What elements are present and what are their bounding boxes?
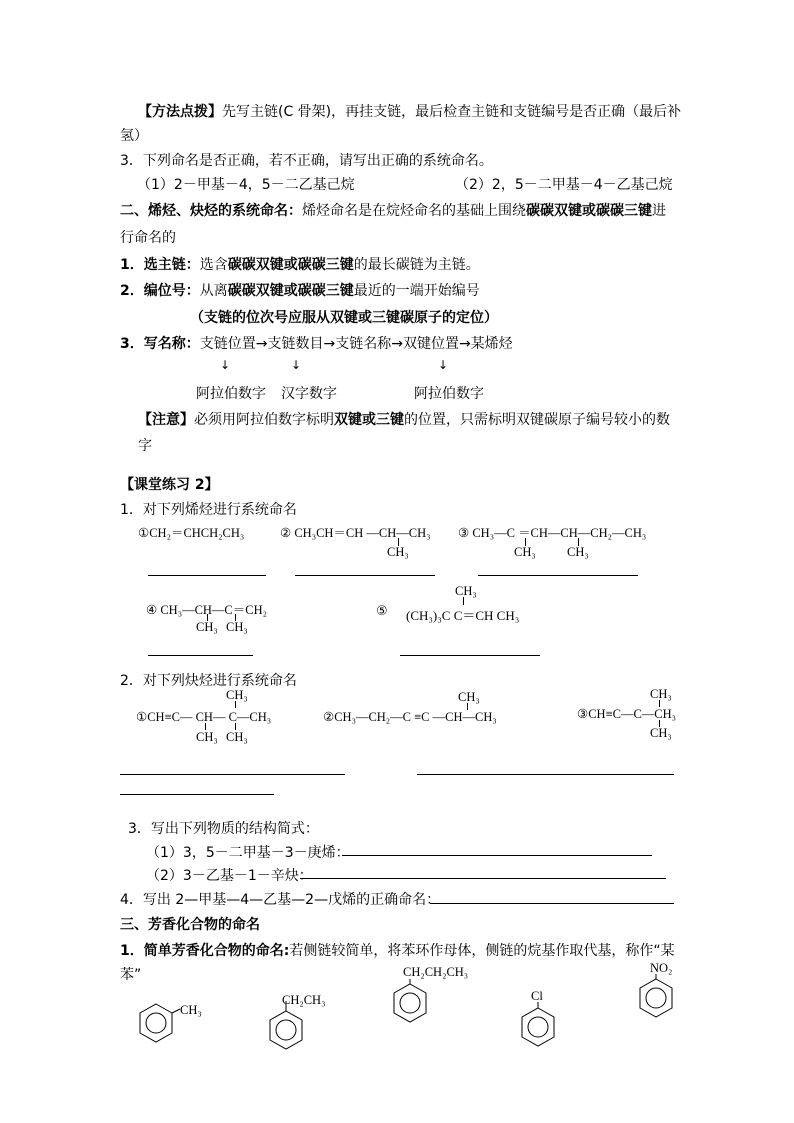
step3-label: 3．写名称： <box>120 336 200 352</box>
method-tip-text: 先写主链(C 骨架)，再挂支链，最后检查主链和支链编号是否正确（最后补 <box>222 104 682 120</box>
practice-q1: 1．对下列烯烃进行系统命名 <box>120 502 297 518</box>
alkyne-3-formula: CH≡C—C—CH₃ <box>588 707 677 721</box>
alkyne-1 <box>136 709 271 725</box>
section2-heading: 二、烯烃、炔烃的系统命名： <box>120 203 302 219</box>
benzene-5-substituent: NO₂ <box>650 961 673 975</box>
section3-p1 <box>120 940 675 960</box>
note-line2: 字 <box>138 438 152 454</box>
benzene-3-substituent: CH₂CH₂CH₃ <box>403 965 469 979</box>
benzene-1-substituent: CH₃ <box>180 1003 202 1017</box>
note-text: 必须用阿拉伯数字标明 <box>194 412 334 428</box>
alkene-1-number: ① <box>138 526 150 540</box>
step2-label: 2．编位号： <box>120 283 200 299</box>
step1-text: 选含 <box>199 257 228 273</box>
method-tip-line1 <box>138 101 681 121</box>
alkene-3 <box>458 523 646 541</box>
section3-p1-label: 1．简单芳香化合物的命名: <box>120 943 290 959</box>
benzene-2-substituent: CH₂CH₃ <box>282 993 326 1007</box>
practice-q3: 3．写出下列物质的结构简式： <box>128 821 319 837</box>
step3-text: 支链位置→支链数目→支链名称→双键位置→某烯烃 <box>199 336 513 352</box>
alkyne-3-bot: CH₃ <box>650 726 672 740</box>
alkene-4-sub-1: CH₃ <box>196 620 218 634</box>
alkyne-1-bot-2: CH₃ <box>226 730 248 744</box>
alkene-2 <box>280 523 431 541</box>
step2-text-end: 最近的一端开始编号 <box>353 283 480 299</box>
arrow-2: ↓ <box>291 358 302 372</box>
q3-title: 3．下列命名是否正确，若不正确，请写出正确的系统命名。 <box>120 153 493 169</box>
alkene-5-number: ⑤ <box>376 604 388 619</box>
answer-line-alkyne-2 <box>417 774 674 775</box>
answer-line-alkyne-1 <box>120 774 345 775</box>
alkyne-3 <box>577 706 676 722</box>
arabic-label-1: 阿拉伯数字 <box>196 386 266 402</box>
alkyne-1-bond-top <box>235 701 236 708</box>
section3-p1-text: 若侧链较简单，将苯环作母体，侧链的烷基作取代基，称作“某 <box>289 943 675 959</box>
step1 <box>120 254 480 274</box>
alkene-5-formula: (CH₃)₃C C＝CH CH₃ <box>406 608 520 623</box>
benzene-5-ring <box>638 978 674 1018</box>
alkyne-1-formula: CH≡C— CH— C—CH₃ <box>147 710 272 724</box>
answer-line-alkene-2 <box>295 575 435 576</box>
arrow-3: ↓ <box>438 358 449 372</box>
answer-line-q4 <box>430 903 674 904</box>
practice-q3-2: （2）3－乙基－1－辛炔： <box>146 868 313 884</box>
benzene-3-ring <box>392 983 428 1023</box>
alkene-5-bond <box>463 597 464 605</box>
note-label: 【注意】 <box>138 412 194 428</box>
step1-label: 1．选主链： <box>120 257 200 273</box>
section2-intro <box>120 200 666 220</box>
alkyne-1-top: CH₃ <box>226 688 248 702</box>
alkyne-1-bond-bot-2 <box>235 723 236 730</box>
step2-emphasis: 碳碳双键或碳碳三键 <box>227 283 354 299</box>
alkyne-1-bond-bot-1 <box>205 723 206 730</box>
step2-note: （支链的位次号应服从双键或三键碳原子的定位） <box>190 310 498 326</box>
alkene-4-sub-2: CH₃ <box>226 620 248 634</box>
step3 <box>120 333 513 353</box>
step1-text-end: 的最长碳链为主链。 <box>353 257 480 273</box>
arabic-label-2: 阿拉伯数字 <box>414 386 484 402</box>
alkyne-1-number: ① <box>136 710 148 724</box>
practice-heading: 【课堂练习 2】 <box>120 477 219 493</box>
alkene-5-top: CH₃ <box>455 584 477 598</box>
q3-item2: （2）2，5－二甲基－4－乙基己烷 <box>455 177 673 193</box>
practice-q3-1: （1）3，5－二甲基－3－庚烯： <box>146 845 350 861</box>
answer-line-alkene-1 <box>148 575 266 576</box>
alkene-3-sub-2: CH₃ <box>567 545 589 559</box>
alkene-3-sub-1: CH₃ <box>514 545 536 559</box>
alkyne-2-number: ② <box>323 710 335 724</box>
benzene-1-ring <box>138 1003 174 1043</box>
section2-intro-line2: 行命名的 <box>120 230 176 246</box>
alkene-3-number: ③ <box>458 526 470 540</box>
note-emphasis: 双键或三键 <box>334 412 404 428</box>
alkyne-3-number: ③ <box>577 707 589 721</box>
alkyne-2-formula: CH₃—CH₂—C ≡C —CH—CH₃ <box>334 710 497 724</box>
alkene-2-sub: CH₃ <box>387 545 409 559</box>
answer-line-alkene-3 <box>478 575 638 576</box>
alkyne-2-top: CH₃ <box>458 690 480 704</box>
answer-line-q3-2 <box>300 878 666 879</box>
benzene-4-ring <box>520 1007 556 1047</box>
section3-p1-line2: 苯” <box>120 967 142 983</box>
alkene-2-formula: CH₃CH＝CH —CH—CH₃ <box>294 526 431 540</box>
alkyne-3-top: CH₃ <box>650 687 672 701</box>
method-tip-line2: 氢） <box>120 128 148 144</box>
step2 <box>120 280 480 300</box>
step2-text: 从离 <box>199 283 228 299</box>
alkene-4-formula: CH₃—CH—C＝CH₂ <box>160 603 267 617</box>
answer-line-alkene-4 <box>148 655 253 656</box>
intro-text: 烯烃命名是在烷烃命名的基础上围绕 <box>302 203 526 219</box>
answer-line-alkene-5 <box>400 655 540 656</box>
arrow-1: ↓ <box>220 358 231 372</box>
chinese-label: 汉字数字 <box>281 386 337 402</box>
benzene-2-ring <box>268 1010 304 1050</box>
practice-q4: 4．写出 2—甲基—4—乙基—2—戊烯的正确命名： <box>120 892 441 908</box>
alkyne-2 <box>323 709 497 725</box>
intro-emphasis: 碳碳双键或碳碳三键 <box>526 203 652 219</box>
alkene-2-number: ② <box>280 526 292 540</box>
answer-line-alkyne-3 <box>120 794 274 795</box>
step1-emphasis: 碳碳双键或碳碳三键 <box>227 257 354 273</box>
alkene-1 <box>138 523 244 541</box>
benzene-4-substituent: Cl <box>531 989 543 1003</box>
method-tip-label: 【方法点拨】 <box>138 104 222 120</box>
intro-text-end: 进 <box>652 203 666 219</box>
note-text-end: 的位置，只需标明双键碳原子编号较小的数 <box>404 412 670 428</box>
answer-line-q3-1 <box>342 855 652 856</box>
practice-q2: 2．对下列炔烃进行系统命名 <box>120 673 297 689</box>
alkene-1-formula: CH₂＝CHCH₂CH₃ <box>149 526 245 540</box>
alkene-3-formula: CH₃—C ＝CH—CH—CH₂—CH₃ <box>472 526 647 540</box>
alkyne-1-bot-1: CH₃ <box>196 730 218 744</box>
section3-heading: 三、芳香化合物的命名 <box>120 917 260 933</box>
alkene-4-number: ④ <box>146 603 158 617</box>
q3-item1: （1）2－甲基－4，5－二乙基己烷 <box>137 177 355 193</box>
note <box>138 409 670 429</box>
